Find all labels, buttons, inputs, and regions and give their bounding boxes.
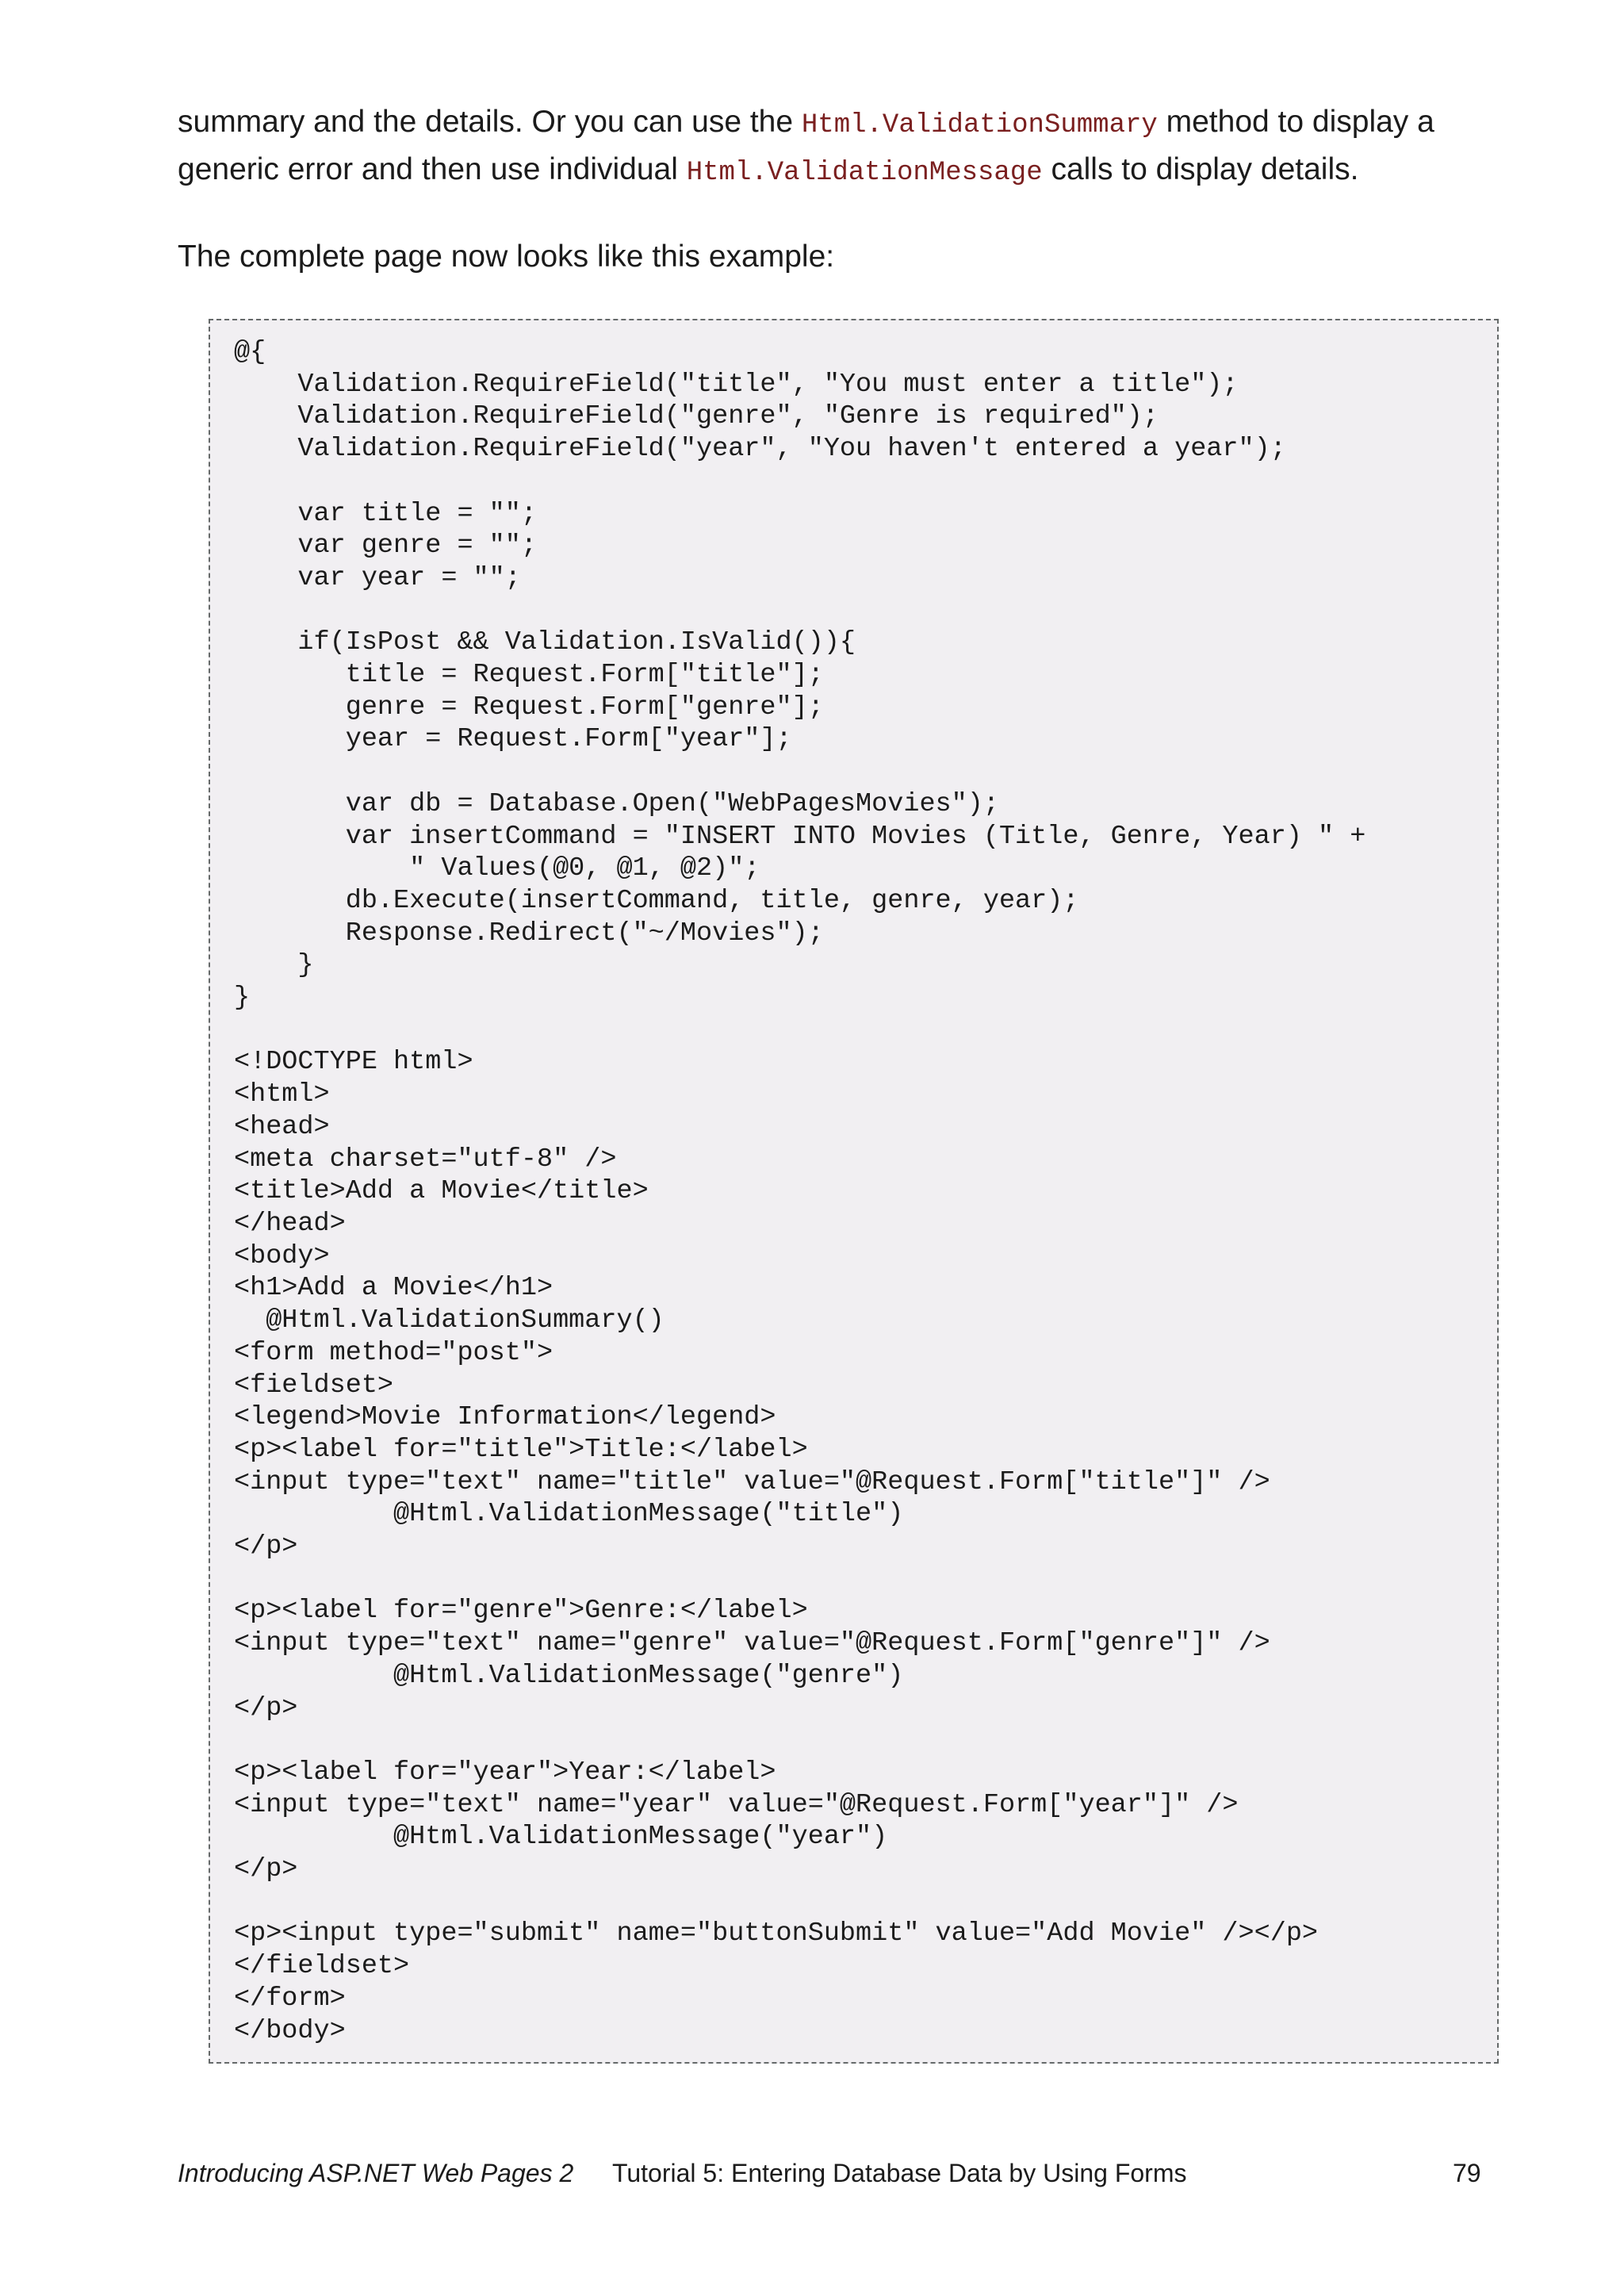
- inline-code-validation-message: Html.ValidationMessage: [686, 158, 1043, 188]
- code-listing: @{ Validation.RequireField("title", "You must enter a title"); Validation.RequireField("genre", "Genre is required"); Validation.RequireField("year", "You haven't entered a year"); var title = ""; var genre = ""; var year = ""; if(IsPost && Validation.IsValid()){ title = Request.Form["title"]; genre = Request.Form["genre"]; year = Request.Form["year"]; var db = Database.Open("WebPagesMovies"); var insertCommand = "INSERT INTO Movies (Title, Genre, Year) " + " Values(@0, @1, @2)"; db.Execute(insertCommand, title, genre, year); Response.Redirect("~/Movies"); } } <!DOCTYPE html> <html> <head> <meta charset="utf-8" /> <title>Add a Movie</title> </head> <body> <h1>Add a Movie</h1> @Html.ValidationSummary() <form method="post"> <fieldset> <legend>Movie Information</legend> <p><label for="title">Title:</label> <input type="text" name="title" value="@Request.Form["title"]" /> @Html.ValidationMessage("title") </p> <p><label for="genre">Genre:</label> <input type="text" name="genre" value="@Request.Form["genre"]" /> @Html.ValidationMessage("genre") </p> <p><label for="year">Year:</label> <input type="text" name="year" value="@Request.Form["year"]" /> @Html.ValidationMessage("year") </p> <p><input type="submit" name="buttonSubmit" value="Add Movie" /></p> </fieldset> </form> </body>: [234, 337, 1366, 2046]
- footer-book-title: Introducing ASP.NET Web Pages 2: [178, 2159, 574, 2187]
- code-block: [209, 319, 1499, 2064]
- intro-paragraph: [178, 100, 1526, 195]
- footer-chapter-title: Tutorial 5: Entering Database Data by Using Forms: [612, 2159, 1187, 2187]
- intro-text-1: summary and the details. Or you can use the: [178, 105, 802, 139]
- intro-text-3: calls to display details.: [1042, 152, 1359, 186]
- lead-paragraph: The complete page now looks like this example:: [178, 240, 835, 274]
- intro-text-2: method to display a generic error and then use individual: [178, 105, 1434, 186]
- page-number: 79: [1453, 2159, 1481, 2187]
- inline-code-validation-summary: Html.ValidationSummary: [801, 110, 1158, 140]
